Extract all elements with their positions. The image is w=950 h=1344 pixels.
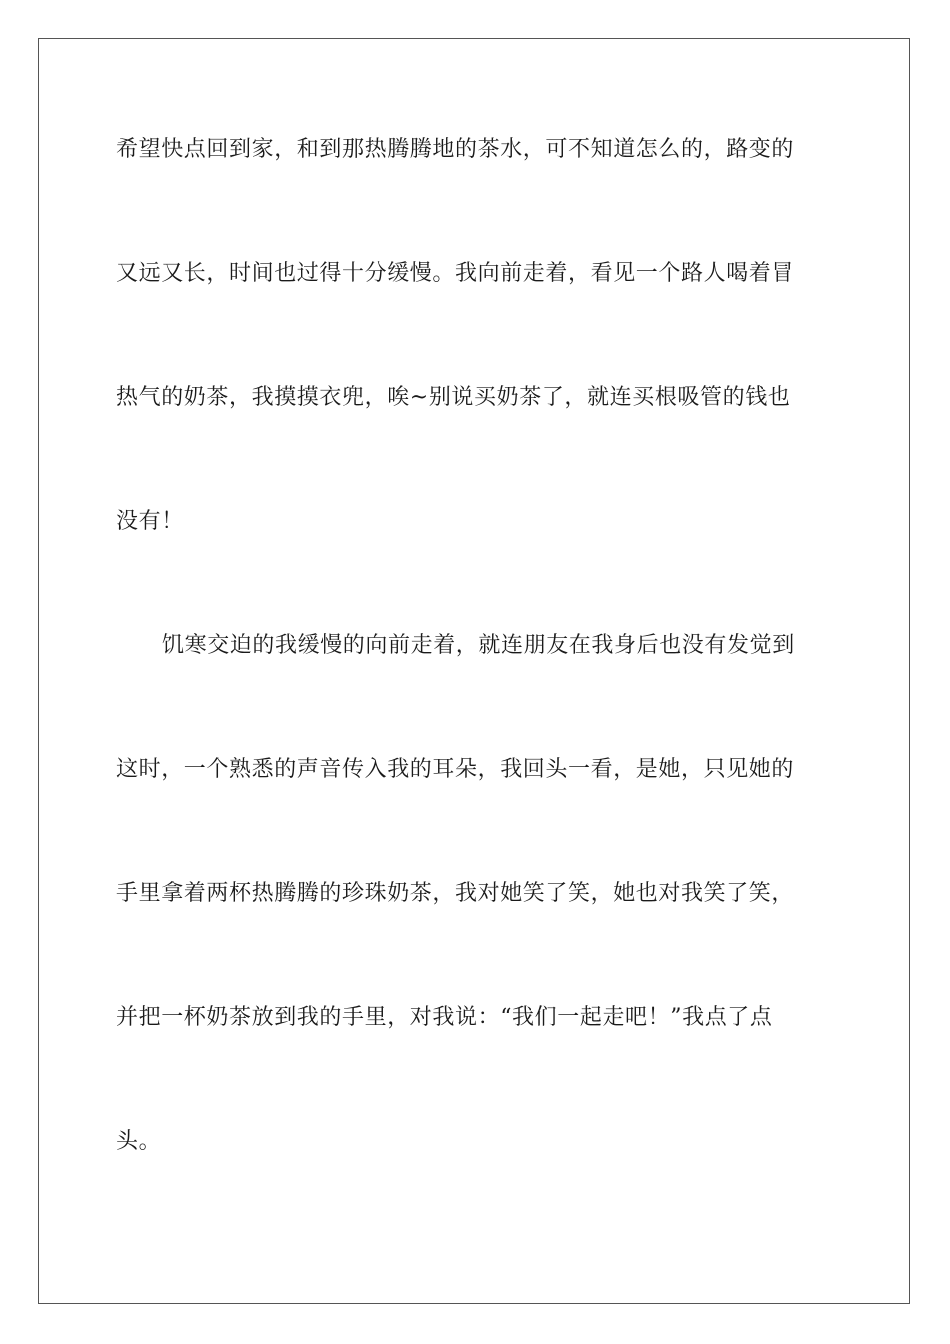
- paragraph-line-5: 饥寒交迫的我缓慢的向前走着，就连朋友在我身后也没有发觉到: [162, 633, 795, 658]
- paragraph-line-9: 头。: [116, 1129, 162, 1154]
- paragraph-line-1: 希望快点回到家，和到那热腾腾地的茶水，可不知道怎么的，路变的: [116, 137, 795, 162]
- paragraph-line-8: 并把一杯奶茶放到我的手里，对我说：“我们一起走吧！”我点了点: [116, 1005, 773, 1030]
- paragraph-line-7: 手里拿着两杯热腾腾的珍珠奶茶，我对她笑了笑，她也对我笑了笑，: [116, 881, 795, 906]
- paragraph-line-3: 热气的奶茶，我摸摸衣兜，唉~别说买奶茶了，就连买根吸管的钱也: [116, 385, 791, 410]
- paragraph-line-4: 没有！: [116, 509, 184, 534]
- paragraph-line-2: 又远又长，时间也过得十分缓慢。我向前走着，看见一个路人喝着冒: [116, 261, 795, 286]
- paragraph-line-6: 这时，一个熟悉的声音传入我的耳朵，我回头一看，是她，只见她的: [116, 757, 795, 782]
- page-border: [38, 38, 910, 1304]
